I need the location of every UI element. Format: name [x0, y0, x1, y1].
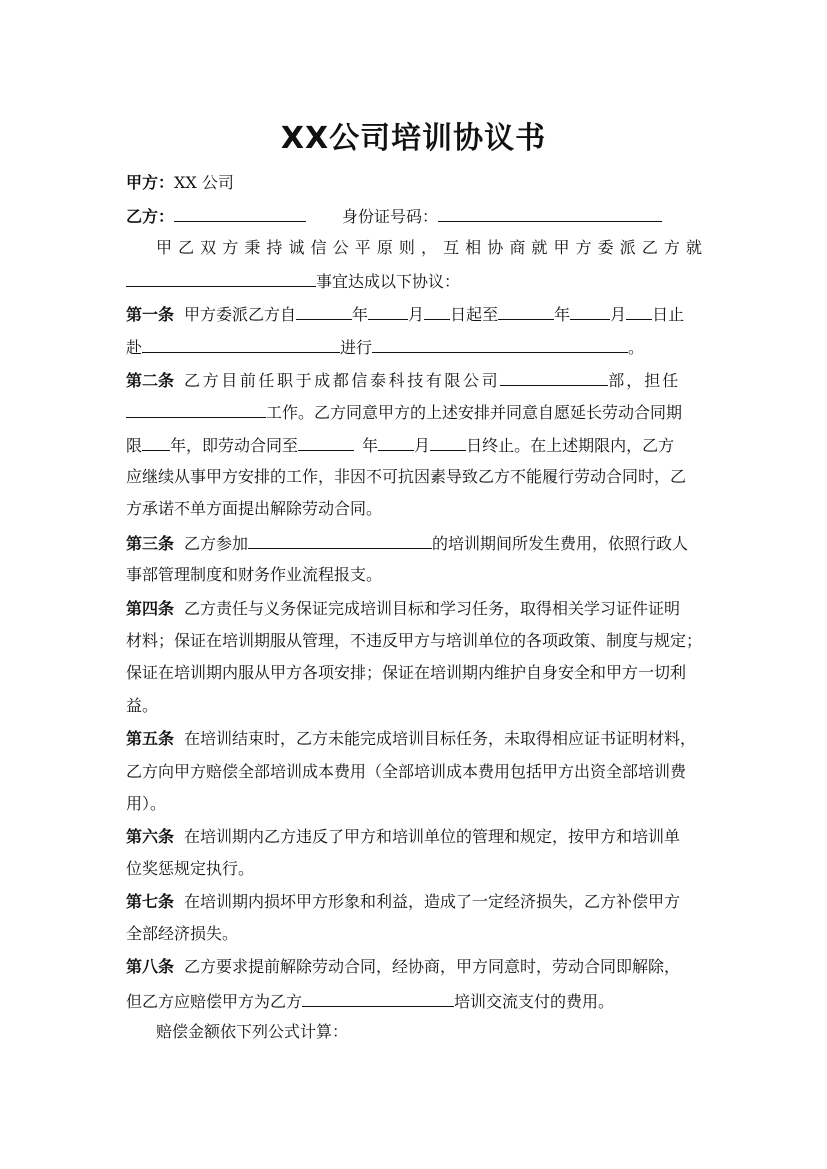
article-3-line-1: 第三条 乙方参加 的培训期间所发生费用，依照行政人 — [126, 534, 689, 553]
extend-years-blank[interactable] — [142, 434, 170, 451]
party-b-name-blank[interactable] — [174, 205, 306, 222]
document-title: XX公司培训协议书 — [280, 121, 547, 156]
id-number-blank[interactable] — [438, 205, 662, 222]
article-4-line-3: 保证在培训期内服从甲方各项安排；保证在培训期内维护自身安全和甲方一切利 — [126, 663, 687, 682]
article-2-line-3: 限 年，即劳动合同至 年 月 日终止。在上述期限内，乙方 — [126, 436, 675, 455]
article-8-line-2: 但乙方应赔偿甲方为乙方 培训交流支付的费用。 — [126, 992, 615, 1011]
article-3-line-2: 事部管理制度和财务作业流程报支。 — [126, 565, 383, 584]
article-5-line-2: 乙方向甲方赔偿全部培训成本费用（全部培训成本费用包括甲方出资全部培训费 — [126, 762, 687, 781]
party-b-label: 乙方： — [126, 207, 175, 226]
article-7-line-1: 第七条 在培训期内损坏甲方形象和利益，造成了一定经济损失，乙方补偿甲方 — [126, 892, 681, 911]
article-7-head: 第七条 — [126, 892, 175, 911]
intro-line-1: 甲乙双方秉持诚信公平原则，互相协商就甲方委派乙方就 — [156, 238, 702, 257]
article-5-line-1: 第五条 在培训结束时，乙方未能完成培训目标任务，未取得相应证书证明材料， — [126, 729, 697, 748]
party-b-line — [126, 205, 662, 227]
article-4-line-2: 材料；保证在培训期服从管理，不违反甲方与培训单位的各项政策、制度与规定； — [126, 631, 703, 650]
article-2-line-1: 第二条 乙方目前任职于成都信泰科技有限公司 部，担任 — [126, 371, 681, 390]
end-day-blank[interactable] — [626, 303, 652, 320]
article-6-line-1: 第六条 在培训期内乙方违反了甲方和培训单位的管理和规定，按甲方和培训单 — [126, 827, 681, 846]
start-year-blank[interactable] — [296, 303, 352, 320]
article-2-line-2: 工作。乙方同意甲方的上述安排并同意自愿延长劳动合同期 — [126, 401, 682, 423]
matter-blank[interactable] — [126, 270, 316, 287]
article-2-line-4: 应继续从事甲方安排的工作，非因不可抗因素导致乙方不能履行劳动合同时，乙 — [126, 467, 687, 486]
contract-year-blank[interactable] — [298, 434, 354, 451]
article-8-head: 第八条 — [126, 957, 175, 976]
end-month-blank[interactable] — [570, 303, 610, 320]
article-1-line-2: 赴 进行 。 — [126, 338, 645, 357]
article-3-head: 第三条 — [126, 534, 175, 553]
end-year-blank[interactable] — [498, 303, 554, 320]
article-1-head: 第一条 — [126, 305, 175, 324]
party-a-value: XX 公司 — [174, 173, 234, 192]
article-8-line-1: 第八条 乙方要求提前解除劳动合同，经协商，甲方同意时，劳动合同即解除， — [126, 957, 681, 976]
position-blank[interactable] — [126, 401, 266, 418]
department-blank[interactable] — [500, 369, 608, 386]
formula-intro: 赔偿金额依下列公式计算： — [156, 1022, 349, 1041]
article-6-line-2: 位奖惩规定执行。 — [126, 859, 255, 878]
article-4-line-1: 第四条 乙方责任与义务保证完成培训目标和学习任务，取得相关学习证件证明 — [126, 599, 681, 618]
start-day-blank[interactable] — [424, 303, 450, 320]
training-content-blank[interactable] — [372, 336, 628, 353]
article-4-head: 第四条 — [126, 599, 175, 618]
training-name-blank[interactable] — [248, 532, 432, 549]
party-a-label: 甲方： — [126, 173, 175, 192]
article-5-line-3: 用）。 — [126, 794, 167, 813]
start-month-blank[interactable] — [368, 303, 408, 320]
intro-line-2: 事宜达成以下协议： — [126, 270, 460, 292]
article-6-head: 第六条 — [126, 827, 175, 846]
party-a-line — [126, 173, 234, 193]
contract-month-blank[interactable] — [378, 434, 414, 451]
article-1-line-1: 第一条 甲方委派乙方自 年 月 日起至 年 月 日止 — [126, 305, 685, 324]
article-5-head: 第五条 — [126, 729, 175, 748]
contract-day-blank[interactable] — [430, 434, 466, 451]
article-2-line-5: 方承诺不单方面提出解除劳动合同。 — [126, 499, 383, 518]
destination-blank[interactable] — [142, 336, 340, 353]
exchange-blank[interactable] — [302, 990, 454, 1007]
id-number-label: 身份证号码： — [342, 207, 439, 226]
article-4-line-4: 益。 — [126, 696, 159, 715]
article-7-line-2: 全部经济损失。 — [126, 924, 239, 943]
article-2-head: 第二条 — [126, 371, 175, 390]
